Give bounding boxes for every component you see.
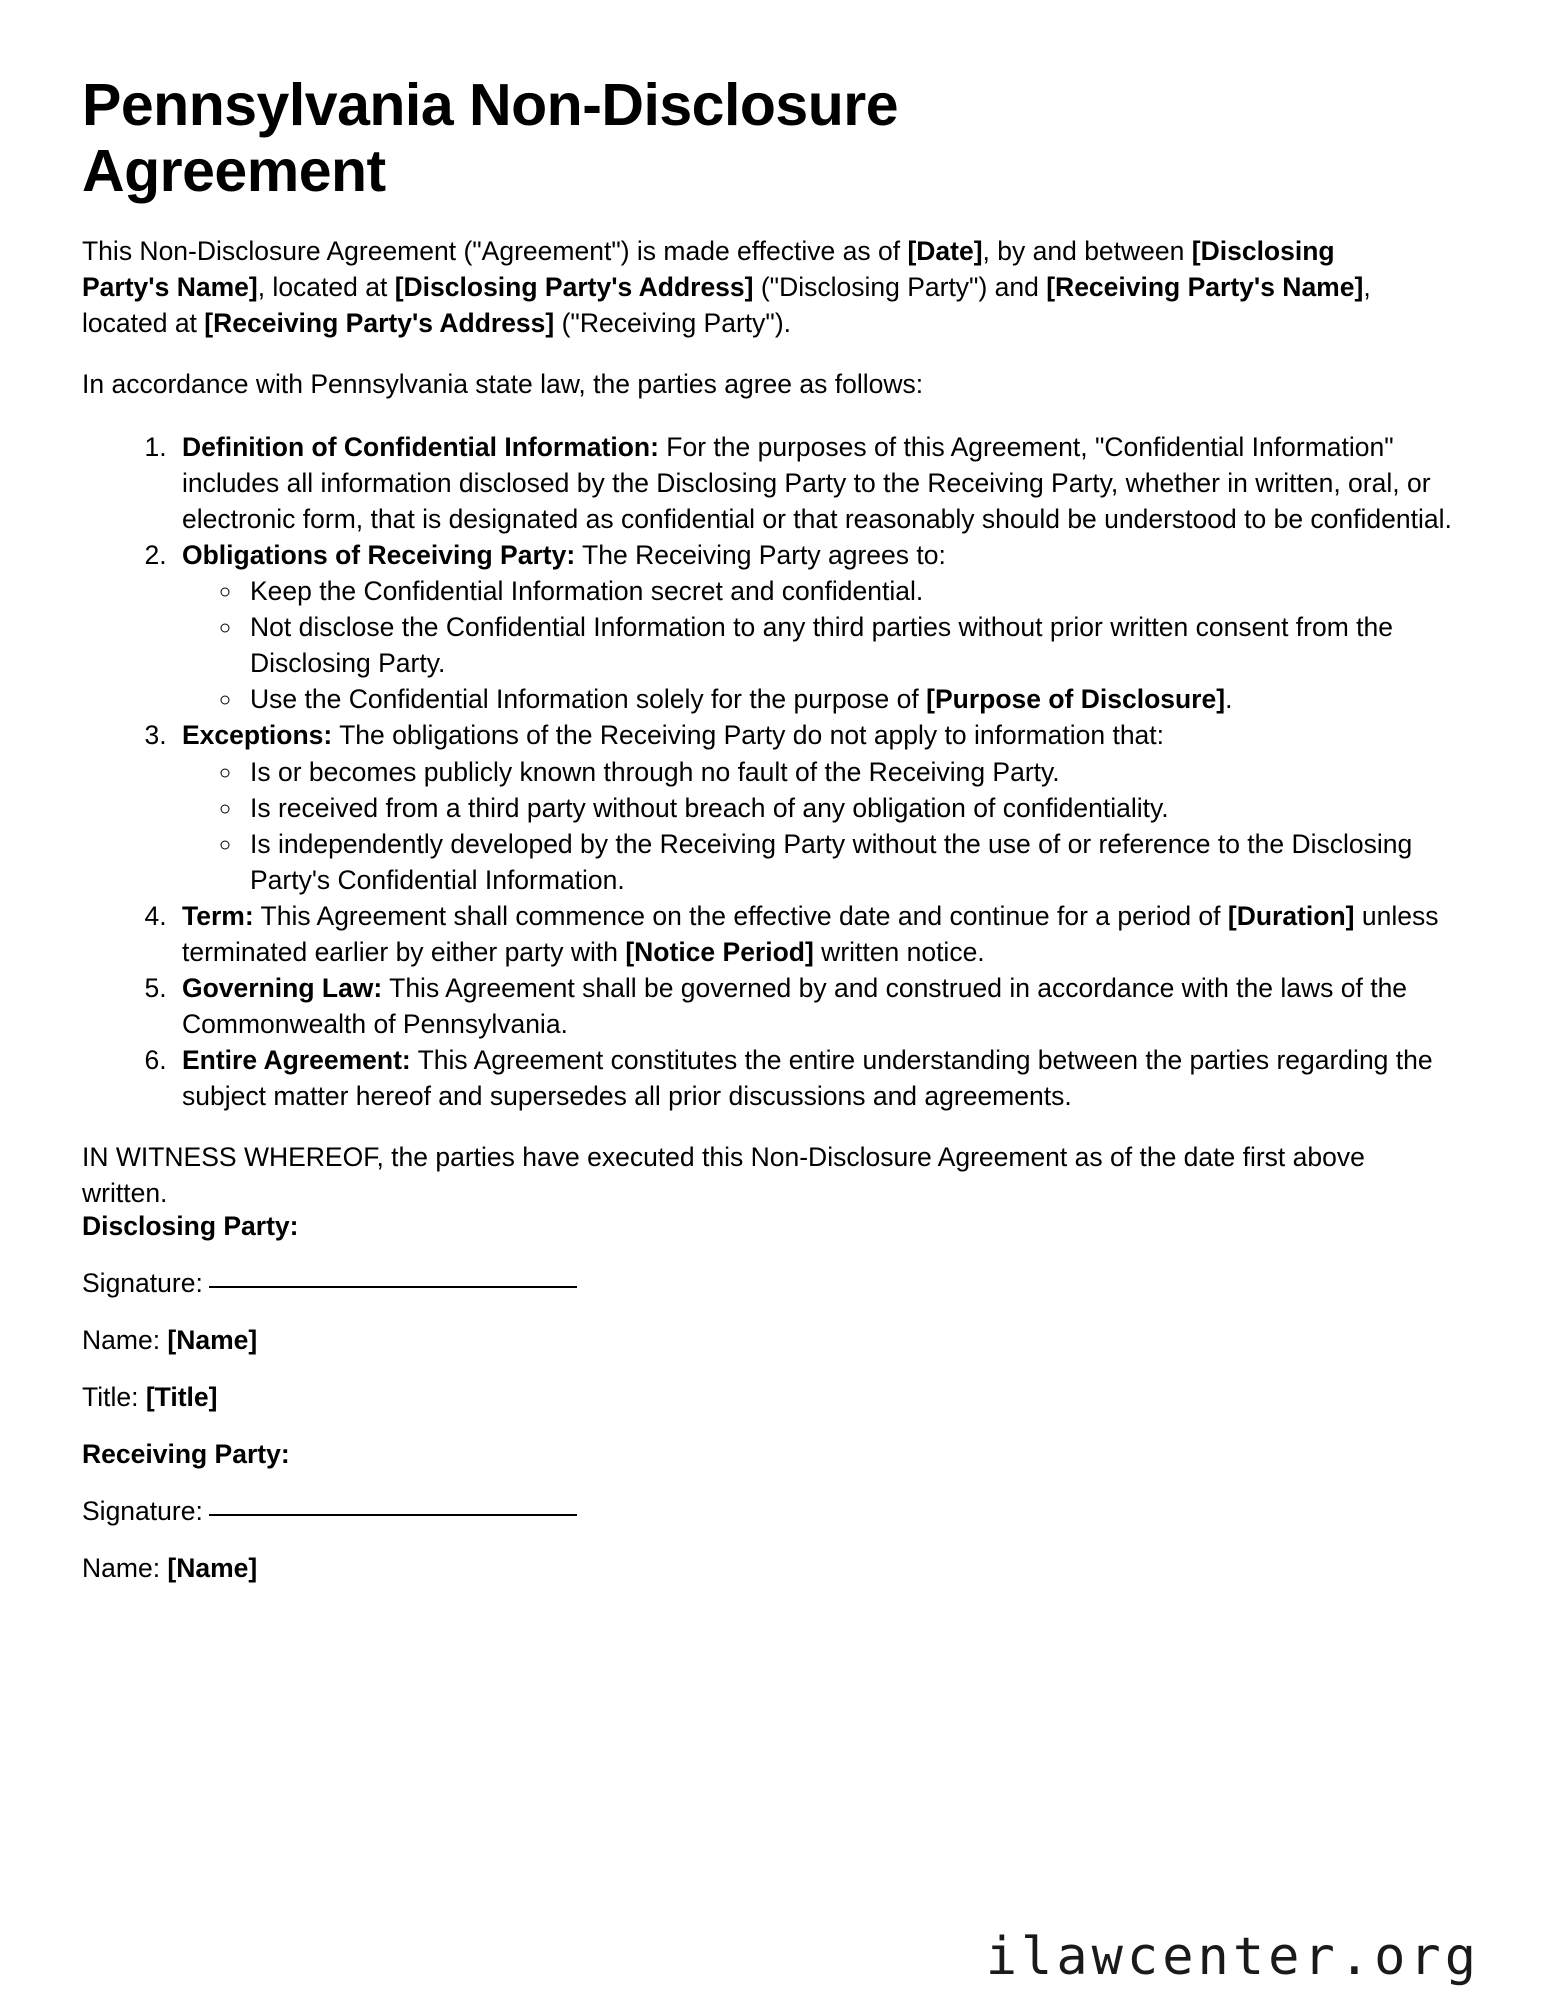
disclosing-party-heading: Disclosing Party: — [82, 1211, 299, 1242]
receiving-name-row — [82, 1553, 1472, 1584]
subclause-item — [244, 754, 1472, 790]
clause-item-6 — [174, 1042, 1472, 1114]
name-label: Name: — [82, 1325, 168, 1356]
intro-text-2: , by and between — [982, 236, 1192, 267]
name-label: Name: — [82, 1553, 168, 1584]
clause-text: For the purposes of this Agreement, "Confidential Information" includes all information disclosed by the Disclosing Party to the Receiving Party, whether in written, oral, or electronic form, that is designated as confidential or that reasonably should be understood to be confidential. — [182, 432, 1452, 535]
clause-heading: Definition of Confidential Information: — [182, 432, 659, 463]
intro-text-4: ("Disclosing Party") and — [753, 271, 1047, 302]
subclause-text-end: . — [1225, 684, 1233, 715]
placeholder-receiving-party-address: [Receiving Party's Address] — [204, 307, 555, 338]
clause-text: The Receiving Party agrees to: — [575, 540, 946, 571]
clause-item-3 — [174, 717, 1472, 897]
subclause-text: Use the Confidential Information solely for the purpose of — [250, 684, 927, 715]
subclause-item — [244, 609, 1472, 681]
intro-text-3: , located at — [257, 271, 395, 302]
accordance-paragraph: In accordance with Pennsylvania state law, the parties agree as follows: — [82, 369, 924, 400]
placeholder-notice-period: [Notice Period] — [625, 936, 814, 967]
subclause-item — [244, 790, 1472, 826]
clause-list — [82, 429, 1472, 1114]
disclosing-signature-row — [82, 1268, 1472, 1299]
signature-label: Signature: — [82, 1496, 203, 1527]
clause-heading: Entire Agreement: — [182, 1044, 411, 1075]
subclause-text: Is independently developed by the Receiving Party without the use of or reference to the Disclosing Party's Confidential Information. — [250, 828, 1413, 895]
clause-item-2 — [174, 537, 1472, 717]
disclosing-name-row — [82, 1325, 1472, 1356]
subclause-item — [244, 681, 1472, 717]
subclause-list — [182, 573, 1472, 717]
signature-label: Signature: — [82, 1268, 203, 1299]
placeholder-date: [Date] — [907, 236, 983, 267]
subclause-text: Keep the Confidential Information secret and confidential. — [250, 576, 924, 607]
subclause-item — [244, 573, 1472, 609]
clause-heading: Governing Law: — [182, 972, 383, 1003]
placeholder-disclosing-party-name: [Disclosing Party's Name] — [82, 236, 1335, 302]
placeholder-receiving-party-name: [Receiving Party's Name] — [1046, 271, 1364, 302]
subclause-list — [182, 754, 1472, 898]
intro-text-6: ("Receiving Party"). — [554, 307, 792, 338]
clause-text: This Agreement shall commence on the effective date and continue for a period of — [253, 900, 1228, 931]
subclause-text: Is received from a third party without breach of any obligation of confidentiality. — [250, 792, 1169, 823]
page-title: Pennsylvania Non-Disclosure Agreement — [82, 72, 899, 205]
intro-text-1: This Non-Disclosure Agreement ("Agreement") is made effective as of — [82, 236, 908, 267]
clause-item-1 — [174, 429, 1472, 537]
placeholder-name: [Name] — [167, 1325, 258, 1356]
placeholder-disclosing-party-address: [Disclosing Party's Address] — [394, 271, 754, 302]
clause-text: This Agreement shall be governed by and construed in accordance with the laws of the Commonwealth of Pennsylvania. — [182, 972, 1408, 1039]
clause-text: The obligations of the Receiving Party do not apply to information that: — [332, 720, 1165, 751]
subclause-text: Is or becomes publicly known through no fault of the Receiving Party. — [250, 756, 1060, 787]
clause-text-3: written notice. — [813, 936, 985, 967]
clause-text: This Agreement constitutes the entire understanding between the parties regarding the subject matter hereof and supersedes all prior discussions and agreements. — [182, 1044, 1433, 1111]
placeholder-purpose-of-disclosure: [Purpose of Disclosure] — [926, 684, 1226, 715]
clause-item-4 — [174, 898, 1472, 970]
disclosing-title-row — [82, 1382, 1472, 1413]
receiving-party-heading: Receiving Party: — [82, 1439, 290, 1470]
signature-line[interactable] — [209, 1286, 577, 1288]
clause-heading: Term: — [182, 900, 254, 931]
subclause-text: Not disclose the Confidential Information to any third parties without prior written consent from the Disclosing Party. — [250, 612, 1394, 679]
clause-heading: Obligations of Receiving Party: — [182, 540, 576, 571]
placeholder-name: [Name] — [167, 1553, 258, 1584]
placeholder-duration: [Duration] — [1227, 900, 1355, 931]
title-label: Title: — [82, 1382, 146, 1413]
watermark: ilawcenter.org — [985, 1927, 1480, 1987]
signature-line[interactable] — [209, 1514, 577, 1516]
clause-item-5 — [174, 970, 1472, 1042]
placeholder-title: [Title] — [145, 1382, 218, 1413]
intro-text-5: , located at — [82, 271, 1371, 338]
clause-heading: Exceptions: — [182, 720, 333, 751]
subclause-item — [244, 826, 1472, 898]
clause-text-2: unless terminated earlier by either party with — [182, 900, 1439, 967]
receiving-signature-row — [82, 1496, 1472, 1527]
intro-paragraph — [82, 234, 1412, 341]
witness-paragraph: IN WITNESS WHEREOF, the parties have executed this Non-Disclosure Agreement as of the date first above written. — [82, 1141, 1365, 1208]
